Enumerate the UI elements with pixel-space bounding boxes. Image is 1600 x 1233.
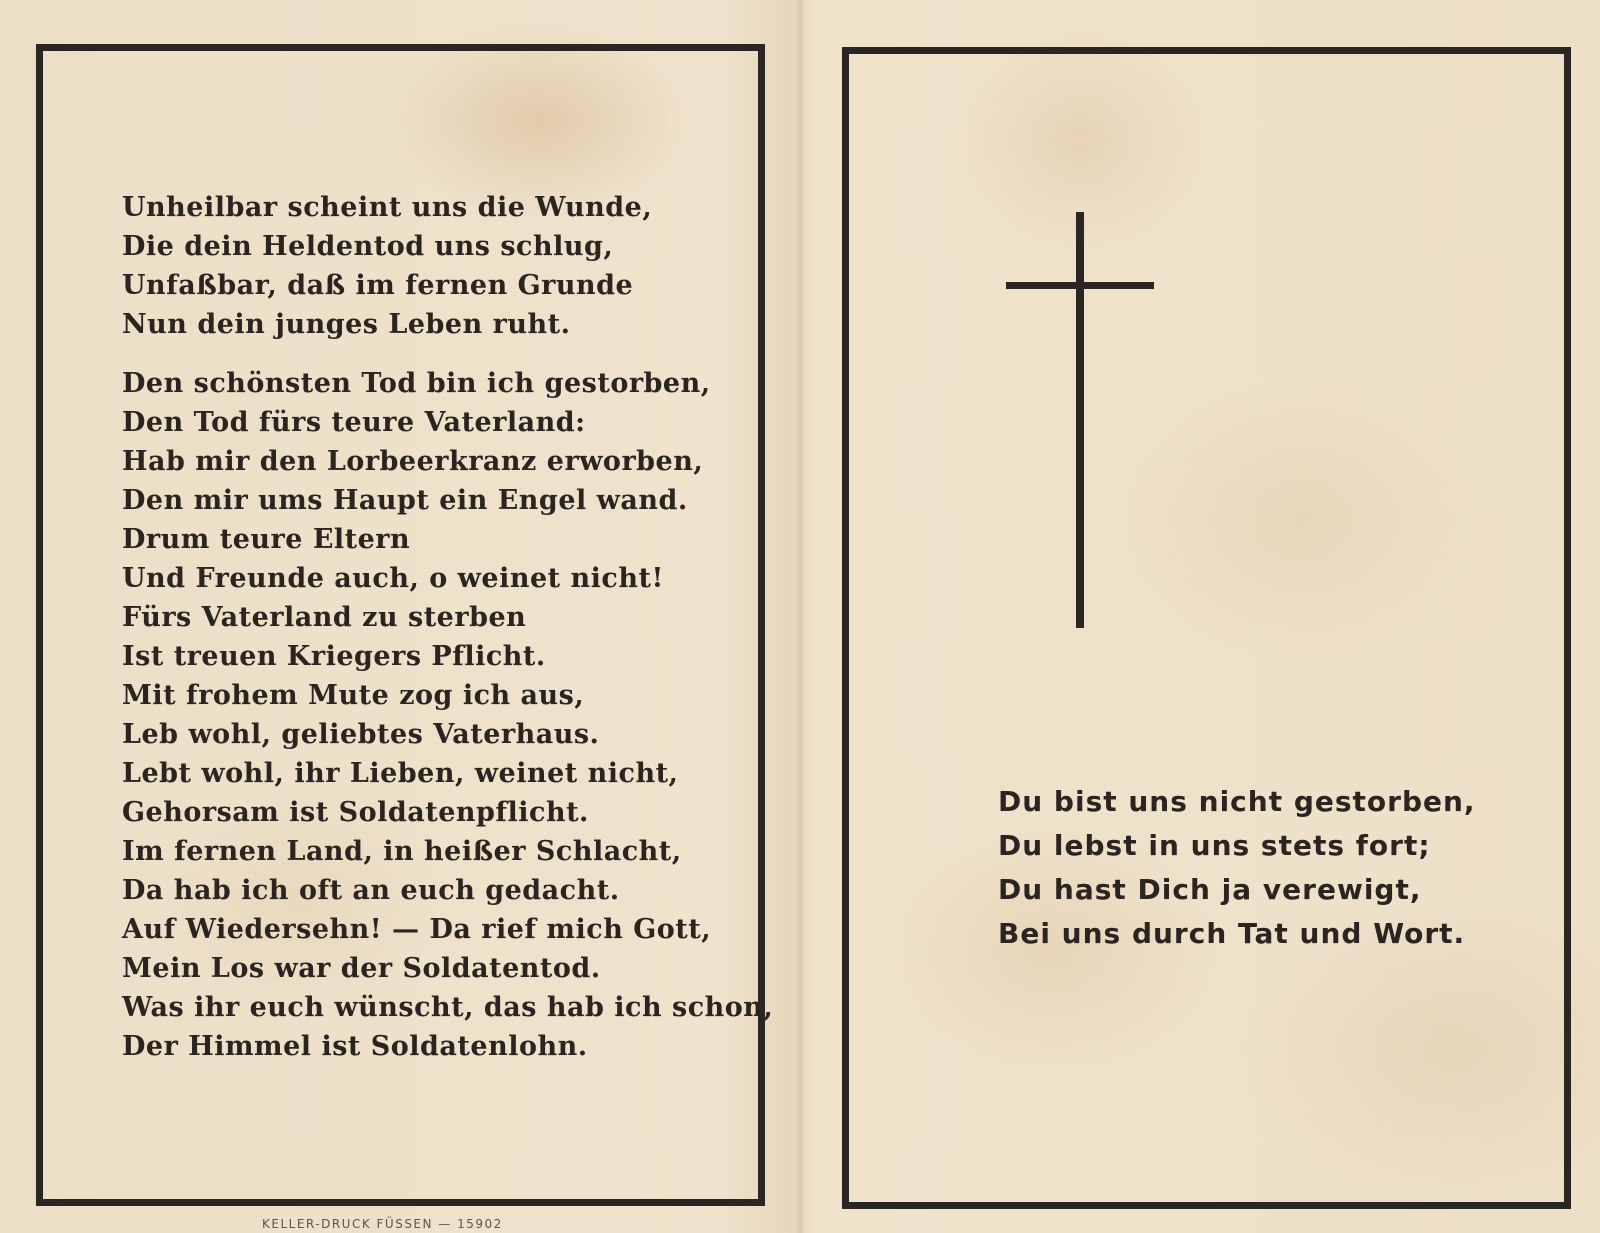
poem-line: Gehorsam ist Soldatenpflicht.	[122, 797, 589, 828]
poem-line: Da hab ich oft an euch gedacht.	[122, 875, 620, 906]
poem-line: Hab mir den Lorbeerkranz erworben,	[122, 446, 704, 477]
poem-line: Die dein Heldentod uns schlug,	[122, 231, 614, 262]
poem-line: Den schönsten Tod bin ich gestorben,	[122, 368, 711, 399]
poem-stanza-1	[122, 188, 773, 344]
printer-imprint: KELLER-DRUCK FÜSSEN — 15902	[262, 1217, 503, 1231]
poem-line: Mein Los war der Soldatentod.	[122, 953, 601, 984]
poem-line: Lebt wohl, ihr Lieben, weinet nicht,	[122, 758, 679, 789]
cross-horizontal-bar	[1006, 282, 1154, 289]
poem-line: Auf Wiedersehn! — Da rief mich Gott,	[122, 914, 712, 945]
poem-line: Unheilbar scheint uns die Wunde,	[122, 192, 653, 223]
cross-icon	[1006, 212, 1154, 628]
poem-line: Mit frohem Mute zog ich aus,	[122, 680, 585, 711]
poem-line: Fürs Vaterland zu sterben	[122, 602, 527, 633]
verse-line: Du lebst in uns stets fort;	[998, 829, 1431, 862]
poem-line: Unfaßbar, daß im fernen Grunde	[122, 270, 634, 301]
verse-line: Du bist uns nicht gestorben,	[998, 785, 1476, 818]
poem-stanza-2	[122, 364, 773, 1066]
poem-line: Den Tod fürs teure Vaterland:	[122, 407, 586, 438]
poem-line: Nun dein junges Leben ruht.	[122, 309, 571, 340]
card-fold	[795, 0, 805, 1233]
poem-line: Der Himmel ist Soldatenlohn.	[122, 1031, 588, 1062]
poem-line: Und Freunde auch, o weinet nicht!	[122, 563, 664, 594]
poem-line: Was ihr euch wünscht, das hab ich schon,	[122, 992, 774, 1023]
poem-line: Drum teure Eltern	[122, 524, 411, 555]
right-verse	[998, 780, 1476, 956]
left-poem	[122, 188, 773, 1066]
right-panel-border	[842, 47, 1571, 1209]
poem-line: Den mir ums Haupt ein Engel wand.	[122, 485, 688, 516]
verse-line: Bei uns durch Tat und Wort.	[998, 917, 1466, 950]
poem-line: Ist treuen Kriegers Pflicht.	[122, 641, 546, 672]
poem-line: Leb wohl, geliebtes Vaterhaus.	[122, 719, 600, 750]
poem-line: Im fernen Land, in heißer Schlacht,	[122, 836, 682, 867]
cross-vertical-bar	[1076, 212, 1084, 628]
verse-line: Du hast Dich ja verewigt,	[998, 873, 1422, 906]
